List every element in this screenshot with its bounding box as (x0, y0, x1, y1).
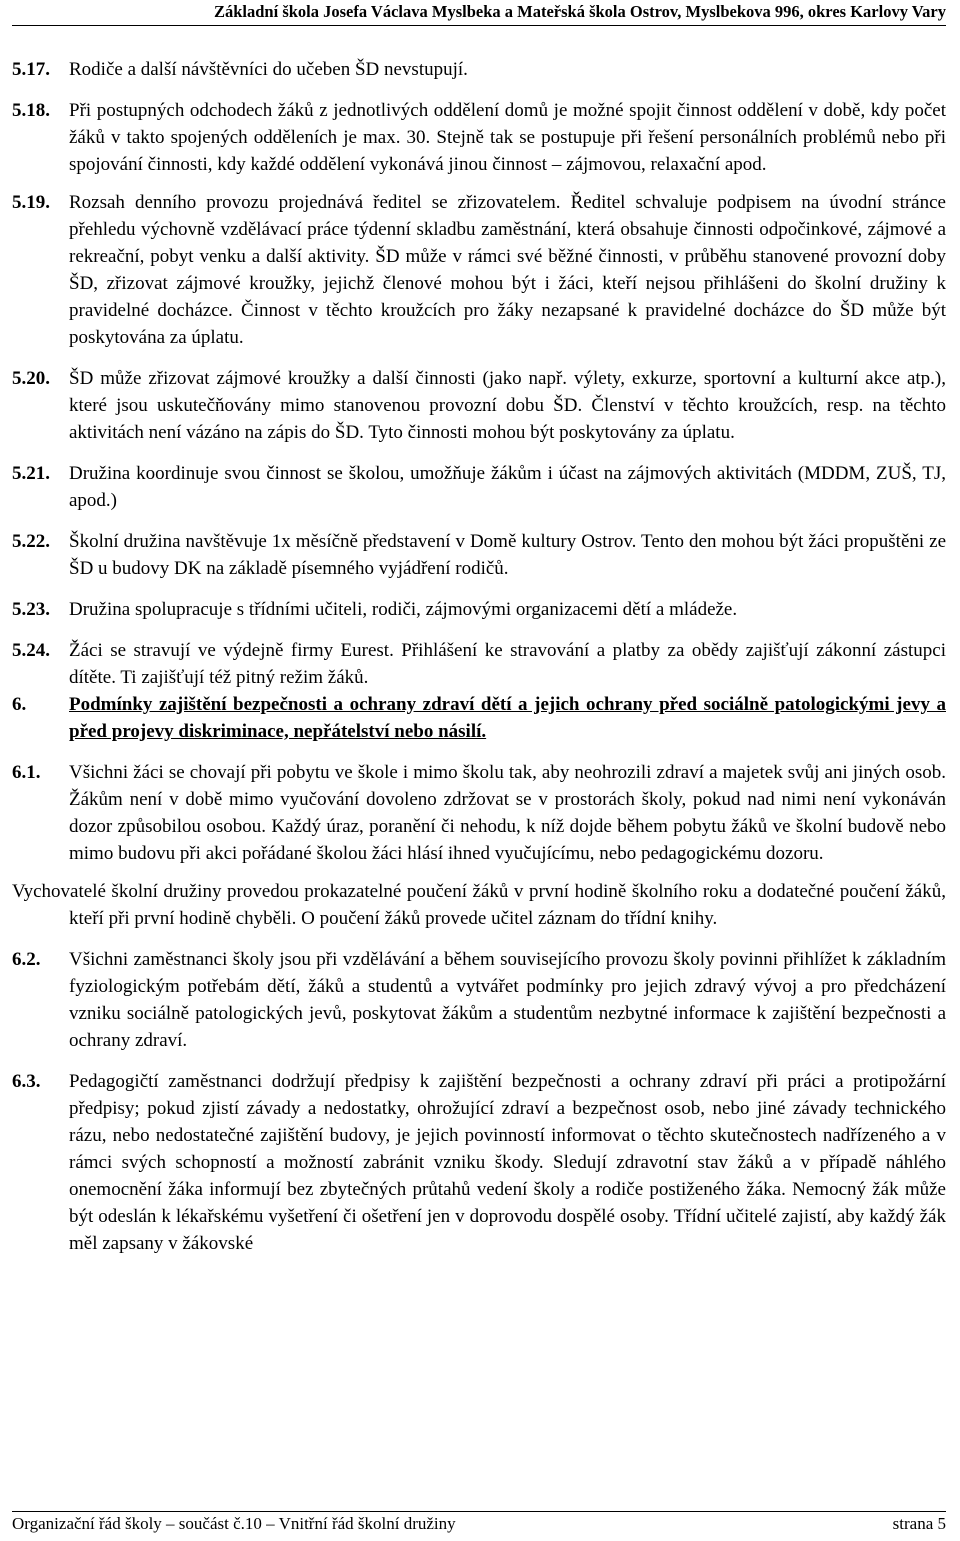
paragraph-5-18 (12, 97, 946, 178)
paragraph-5-21 (12, 460, 946, 514)
paragraph-number: 5.24. (12, 640, 50, 661)
page-footer (12, 1511, 946, 1534)
paragraph-text: Žáci se stravují ve výdejně firmy Eurest. Přihlášení ke stravování a platby za obědy zajišťují zákonní zástupci dítěte. Ti zajišťují též pitný režim žáků. (69, 640, 946, 688)
school-name: Základní škola Josefa Václava Myslbeka a Mateřská škola Ostrov, Myslbekova 996, okres Karlovy Vary (213, 2, 946, 21)
paragraph-number: 5.19. (12, 192, 50, 213)
paragraph-5-19 (12, 189, 946, 351)
document-body (12, 56, 946, 1257)
footer-document-title: Organizační řád školy – součást č.10 – Vnitřní řád školní družiny (12, 1514, 456, 1533)
paragraph-text: Vychovatelé školní družiny provedou prokazatelné poučení žáků v první hodině školního roku a dodatečné poučení žáků, kteří při první hodině chyběli. O poučení žáků provede učitel záznam do třídní knihy. (12, 881, 946, 929)
paragraph-5-23 (12, 596, 946, 623)
paragraph-number: 5.18. (12, 100, 50, 121)
paragraph-number: 6.3. (12, 1071, 41, 1092)
paragraph-text: Školní družina navštěvuje 1x měsíčně představení v Domě kultury Ostrov. Tento den mohou být žáci propuštěni ze ŠD u budovy DK na základě písemného vyjádření rodičů. (69, 531, 946, 579)
paragraph-number: 6.2. (12, 949, 41, 970)
paragraph-6-1-continuation (12, 878, 946, 932)
paragraph-text: Všichni žáci se chovají při pobytu ve škole i mimo školu tak, aby neohrozili zdraví a majetek svůj ani jiných osob. Žákům není v době mimo vyučování dovoleno zdržovat se v prostorách školy, pokud nad nimi není vykonáván dozor způsobilou osobou. Každý úraz, poranění či nehodu, k níž dojde během pobytu žáků ve školní budově nebo mimo budovu při akci pořádané školou žáci hlásí ihned vyučujícímu, nebo pedagogickému dozoru. (69, 762, 946, 864)
paragraph-6-3 (12, 1068, 946, 1257)
paragraph-5-17 (12, 56, 946, 83)
page-number: strana 5 (892, 1514, 946, 1533)
paragraph-number: 5.17. (12, 59, 50, 80)
paragraph-text: Rozsah denního provozu projednává ředitel se zřizovatelem. Ředitel schvaluje podpisem na úvodní stránce přehledu výchovně vzdělávací práce týdenní skladbu zaměstnání, která obsahuje činnosti odpočinkové, zájmové a rekreační, pobyt venku a další aktivity. ŠD může v rámci své běžné činnosti, v průběhu stanovené provozní doby ŠD, zřizovat zájmové kroužky, jejichž členové mohou být i žáci, kteří nejsou přihlášeni do školní družiny k pravidelné docházce. Činnost v těchto kroužcích pro žáky nezapsané k pravidelné docházce do ŠD může být poskytována za úplatu. (69, 192, 946, 348)
paragraph-text: Rodiče a další návštěvníci do učeben ŠD nevstupují. (69, 59, 468, 80)
section-title: Podmínky zajištění bezpečnosti a ochrany zdraví dětí a jejich ochrany před sociálně patologickými jevy a před projevy diskriminace, nepřátelství nebo násilí. (69, 694, 946, 742)
paragraph-6-1 (12, 759, 946, 867)
paragraph-5-20 (12, 365, 946, 446)
paragraph-number: 5.23. (12, 599, 50, 620)
paragraph-number: 6.1. (12, 762, 41, 783)
paragraph-number: 5.21. (12, 463, 50, 484)
paragraph-number: 5.22. (12, 531, 50, 552)
section-6-heading (12, 691, 946, 745)
section-number: 6. (12, 694, 27, 715)
paragraph-text: Družina spolupracuje s třídními učiteli, rodiči, zájmovými organizacemi dětí a mládeže. (69, 599, 738, 620)
paragraph-5-24 (12, 637, 946, 691)
paragraph-text: Pedagogičtí zaměstnanci dodržují předpisy k zajištění bezpečnosti a ochrany zdraví při práci a protipožární předpisy; pokud zjistí závady a nedostatky, ohrožující zdraví a bezpečnost osob, nebo jiné závady technického rázu, nebo nedostatečné zajištění budovy, je jejich povinností informovat o těchto skutečnostech nadřízeného a v rámci svých schopností a možností zabránit vzniku škody. Sledují zdravotní stav žáků a v případě náhlého onemocnění žáka informují bez zbytečných průtahů vedení školy a rodiče postiženého žáka. Nemocný žák může být odeslán k lékařskému vyšetření či ošetření jen v doprovodu dospělé osoby. Třídní učitelé zajistí, aby každý žák měl zapsany v žákovské (69, 1071, 946, 1254)
paragraph-text: Všichni zaměstnanci školy jsou při vzdělávání a během souvisejícího provozu školy povinni přihlížet k základním fyziologickým potřebám dětí, žáků a studentů a vytvářet podmínky pro jejich zdravý vývoj a pro předcházení vzniku sociálně patologických jevů, poskytovat žákům a studentům nezbytné informace k zajištění bezpečnosti a ochrany zdraví. (69, 949, 946, 1051)
paragraph-text: Družina koordinuje svou činnost se školou, umožňuje žákům i účast na zájmových aktivitách (MDDM, ZUŠ, TJ, apod.) (69, 463, 946, 511)
paragraph-number: 5.20. (12, 368, 50, 389)
paragraph-6-2 (12, 946, 946, 1054)
page-header (12, 2, 946, 26)
paragraph-5-22 (12, 528, 946, 582)
paragraph-text: Při postupných odchodech žáků z jednotlivých oddělení domů je možné spojit činnost oddělení v době, kdy počet žáků v takto spojených odděleních je max. 30. Stejně tak se postupuje při řešení personálních problémů nebo při spojování činnosti, kdy každé oddělení vykonává jinou činnost – zájmovou, relaxační apod. (69, 100, 946, 175)
paragraph-text: ŠD může zřizovat zájmové kroužky a další činnosti (jako např. výlety, exkurze, sportovní a kulturní akce atp.), které jsou uskutečňovány mimo stanovenou provozní dobu ŠD. Členství v těchto kroužcích, resp. na těchto aktivitách není vázáno na zápis do ŠD. Tyto činnosti mohou být poskytovány za úplatu. (69, 368, 946, 443)
